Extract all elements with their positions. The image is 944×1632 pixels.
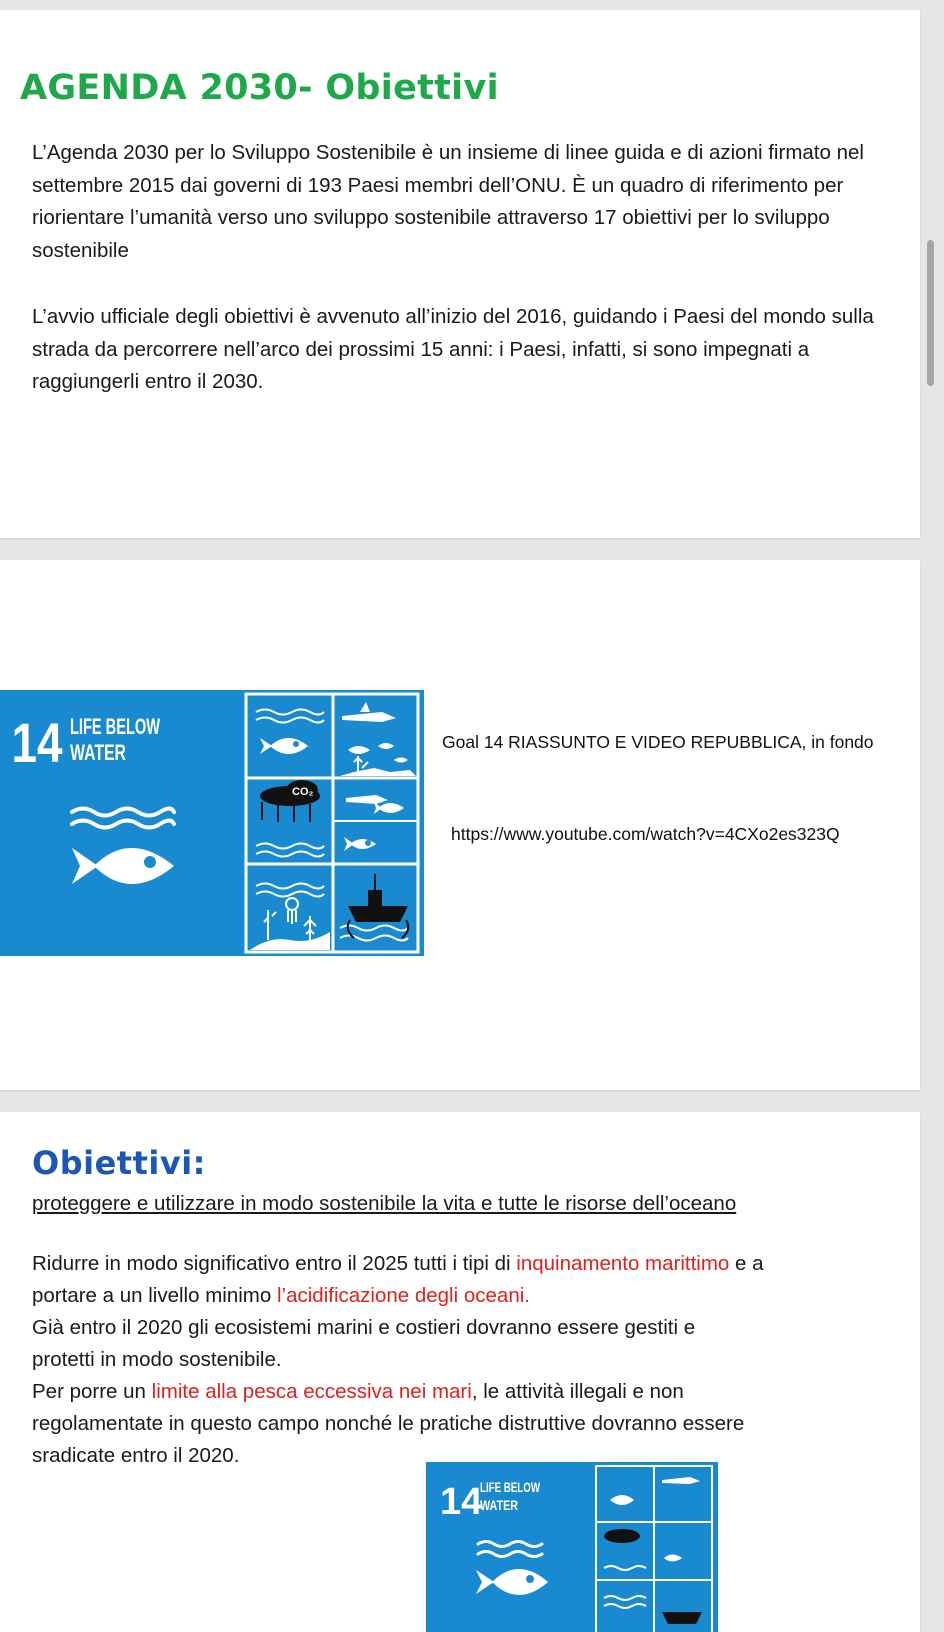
- svg-text:LIFE BELOW: LIFE BELOW: [480, 1479, 541, 1495]
- objectives-title: Obiettivi:: [32, 1144, 206, 1182]
- svg-text:CO₂: CO₂: [292, 786, 314, 798]
- sdg-number: 14: [11, 711, 63, 775]
- objective-line-3: Già entro il 2020 gli ecosistemi marini e costieri dovranno essere gestiti e: [32, 1316, 696, 1339]
- sdg-14-small-icon: [426, 1462, 718, 1632]
- objective-line-5: Per porre un limite alla pesca eccessiva nei mari, le attività illegali e non: [32, 1380, 684, 1403]
- sdg-14-life-below-water-image: [0, 690, 424, 956]
- launch-paragraph: L’avvio ufficiale degli obiettivi è avvenuto all’inizio del 2016, guidando i Paesi del mondo sulla strada da percorrere nell’arco dei prossimi 15 anni: i Paesi, infatti, si sono impegnati a raggiungerli entro il 2030.: [32, 305, 874, 393]
- sdg-label-line2: WATER: [70, 740, 127, 765]
- objective-line-7: sradicate entro il 2020.: [32, 1444, 240, 1467]
- highlight-pollution: inquinamento marittimo: [516, 1252, 730, 1275]
- slide-agenda-2030: [0, 10, 920, 538]
- svg-text:14: 14: [440, 1481, 483, 1523]
- intro-paragraph: L’Agenda 2030 per lo Sviluppo Sostenibile è un insieme di linee guida e di azioni firmato nel settembre 2015 dai governi di 193 Paesi membri dell’ONU. È un quadro di riferimento per riorientare l’umanità verso uno sviluppo sostenibile attraverso 17 obiettivi per lo sviluppo sostenibile: [32, 141, 864, 262]
- sdg-14-small-image: [426, 1462, 718, 1632]
- objectives-subtitle: proteggere e utilizzare in modo sostenibile la vita e tutte le risorse dell’oceano: [32, 1192, 737, 1215]
- highlight-overfishing: limite alla pesca eccessiva nei mari: [151, 1380, 472, 1403]
- objective-line-4: protetti in modo sostenibile.: [32, 1348, 282, 1371]
- sdg-14-icon: [0, 690, 424, 956]
- page-title: AGENDA 2030- Obiettivi: [20, 68, 499, 108]
- svg-text:WATER: WATER: [480, 1497, 518, 1513]
- objective-line-1: Ridurre in modo significativo entro il 2025 tutti i tipi di inquinamento marittimo e a: [32, 1252, 764, 1275]
- objective-line-2: portare a un livello minimo l’acidificazione degli oceani.: [32, 1284, 530, 1307]
- scrollbar[interactable]: [927, 240, 934, 386]
- highlight-acidification: l’acidificazione degli oceani.: [276, 1284, 530, 1307]
- slide-goal-14: [0, 560, 920, 1090]
- video-link[interactable]: https://www.youtube.com/watch?v=4CXo2es323Q: [451, 824, 840, 844]
- goal-14-caption: Goal 14 RIASSUNTO E VIDEO REPUBBLICA, in fondo: [442, 732, 874, 752]
- sdg-label-line1: LIFE BELOW: [70, 714, 161, 739]
- slide-objectives: [0, 1112, 920, 1632]
- objective-line-6: regolamentate in questo campo nonché le pratiche distruttive dovranno essere: [32, 1412, 745, 1435]
